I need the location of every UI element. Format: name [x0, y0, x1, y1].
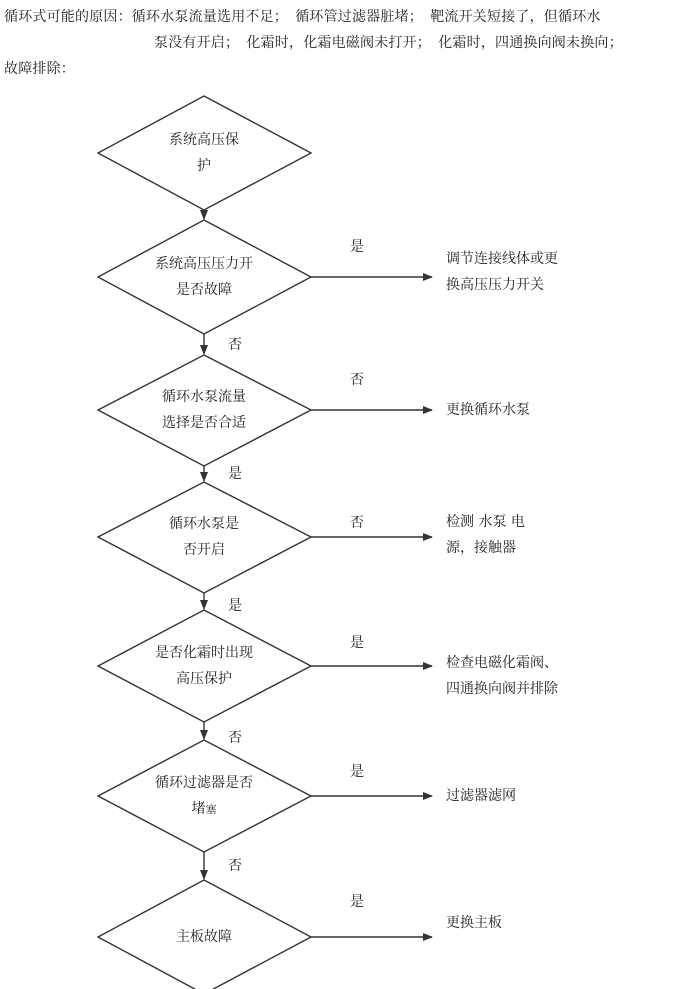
decision-text-6 — [120, 769, 288, 823]
branch-label-6: 是 — [350, 894, 364, 910]
decision-6-line-2-main: 堵 — [191, 800, 206, 817]
result-3-line-2: 源，接触器 — [446, 540, 516, 556]
intro-line-1: 循环式可能的原因：循环水泵流量选用不足； 循环管过滤器脏堵； 靶流开关短接了，但循环水 — [4, 9, 601, 25]
decision-2-line-1: 系统高压压力开 — [155, 256, 253, 272]
result-3 — [446, 509, 525, 561]
decision-6-line-2-small: 塞 — [205, 802, 217, 816]
down-label-4: 否 — [228, 730, 242, 746]
intro-line-2: 泵没有开启； 化霜时，化霜电磁阀未打开； 化霜时，四通换向阀未换向； — [154, 35, 623, 51]
result-2 — [446, 397, 530, 423]
branch-label-4: 是 — [350, 635, 364, 651]
result-3-line-1: 检测 水泵 电 — [446, 514, 525, 530]
result-4 — [446, 650, 558, 702]
down-label-2: 是 — [228, 466, 242, 482]
decision-3-line-2: 选择是否合适 — [162, 415, 246, 431]
decision-2-line-2: 是否故障 — [176, 282, 232, 298]
decision-4-line-2: 否开启 — [183, 542, 225, 558]
result-1-line-1: 调节连接线体或更 — [446, 251, 558, 267]
branch-label-2: 否 — [350, 372, 364, 388]
result-5 — [446, 783, 516, 809]
decision-1-line-1: 系统高压保 — [169, 132, 239, 148]
result-6-line-1: 更换主板 — [446, 915, 502, 931]
down-label-3: 是 — [228, 598, 242, 614]
decision-5-line-2: 高压保护 — [176, 671, 232, 687]
decision-text-1 — [120, 126, 288, 180]
result-1 — [446, 246, 558, 298]
decision-text-5 — [120, 639, 288, 693]
branch-label-1: 是 — [350, 239, 364, 255]
branch-label-3: 否 — [350, 515, 364, 531]
decision-text-2 — [120, 250, 288, 304]
result-1-line-2: 换高压压力开关 — [446, 277, 544, 293]
decision-1-line-2: 护 — [197, 158, 211, 174]
decision-6-line-2 — [155, 796, 253, 823]
decision-5-line-1: 是否化霜时出现 — [155, 645, 253, 661]
intro-line-3: 故障排除： — [4, 61, 75, 77]
decision-7-line-1: 主板故障 — [176, 929, 232, 945]
result-2-line-1: 更换循环水泵 — [446, 402, 530, 418]
decision-6-line-1: 循环过滤器是否 — [155, 774, 253, 791]
result-5-line-1: 过滤器滤网 — [446, 788, 516, 804]
down-label-5: 否 — [228, 858, 242, 874]
down-label-1: 否 — [228, 337, 242, 353]
decision-text-3 — [120, 383, 288, 437]
decision-3-line-1: 循环水泵流量 — [162, 389, 246, 405]
branch-label-5: 是 — [350, 764, 364, 780]
decision-text-4 — [120, 510, 288, 564]
result-4-line-2: 四通换向阀并排除 — [446, 681, 558, 697]
result-4-line-1: 检查电磁化霜阀、 — [446, 655, 558, 671]
decision-text-7 — [120, 910, 288, 964]
decision-4-line-1: 循环水泵是 — [169, 516, 239, 532]
result-6 — [446, 910, 502, 936]
